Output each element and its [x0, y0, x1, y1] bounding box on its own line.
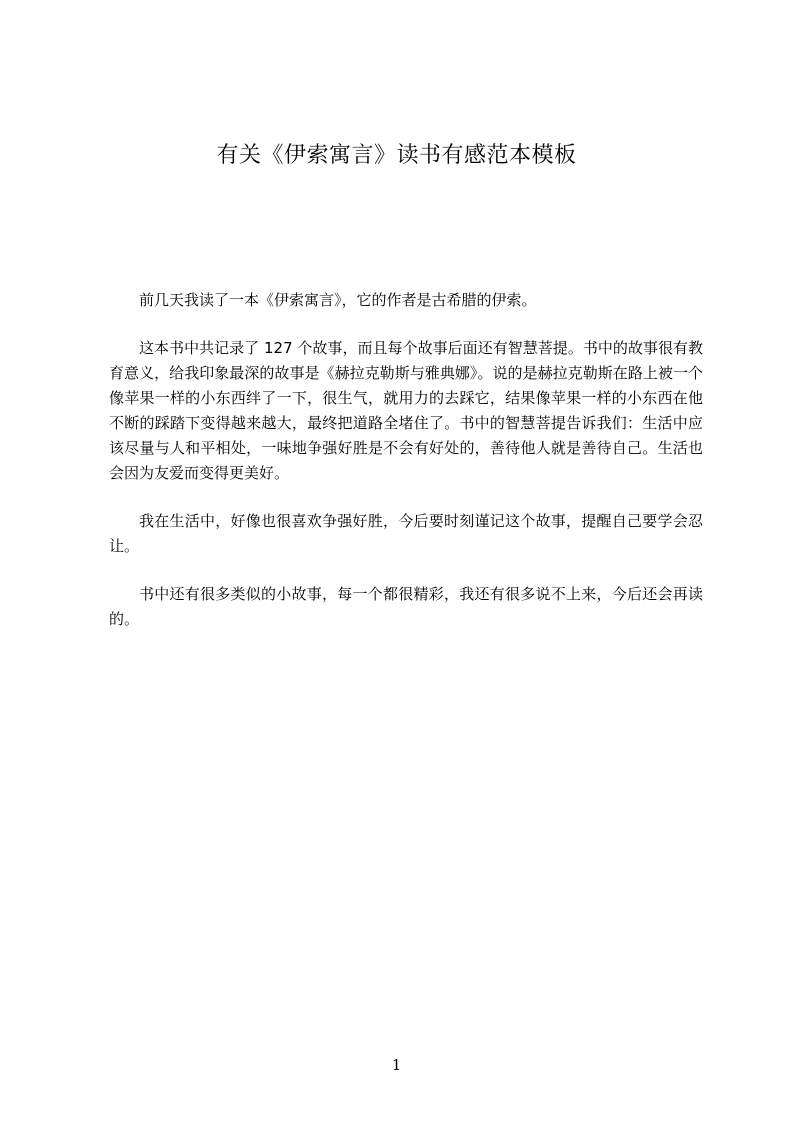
document-title: 有关《伊索寓言》读书有感范本模板: [216, 143, 577, 168]
page-number: 1: [391, 1056, 402, 1074]
paragraph-4: 书中还有很多类似的小故事，每一个都很精彩，我还有很多说不上来，今后还会再读的。: [109, 585, 703, 628]
document-body: [109, 288, 703, 655]
paragraph-1: 前几天我读了一本《伊索寓言》，它的作者是古希腊的伊索。: [139, 291, 537, 309]
paragraph-3: 我在生活中，好像也很喜欢争强好胜，今后要时刻谨记这个故事，提醒自己要学会忍让。: [109, 512, 703, 555]
paragraph-2: 这本书中共记录了 127 个故事，而且每个故事后面还有智慧菩提。书中的故事很有教育意义，给我印象最深的故事是《赫拉克勒斯与雅典娜》。说的是赫拉克勒斯在路上被一个像苹果一样的小东西绊了一下，很生气，就用力的去踩它，结果像苹果一样的小东西在他不断的踩踏下变得越来越大，最终把道路全堵住了。书中的智慧菩提告诉我们：生活中应该尽量与人和平相处，一味地争强好胜是不会有好处的，善待他人就是善待自己。生活也会因为友爱而变得更美好。: [109, 339, 703, 482]
